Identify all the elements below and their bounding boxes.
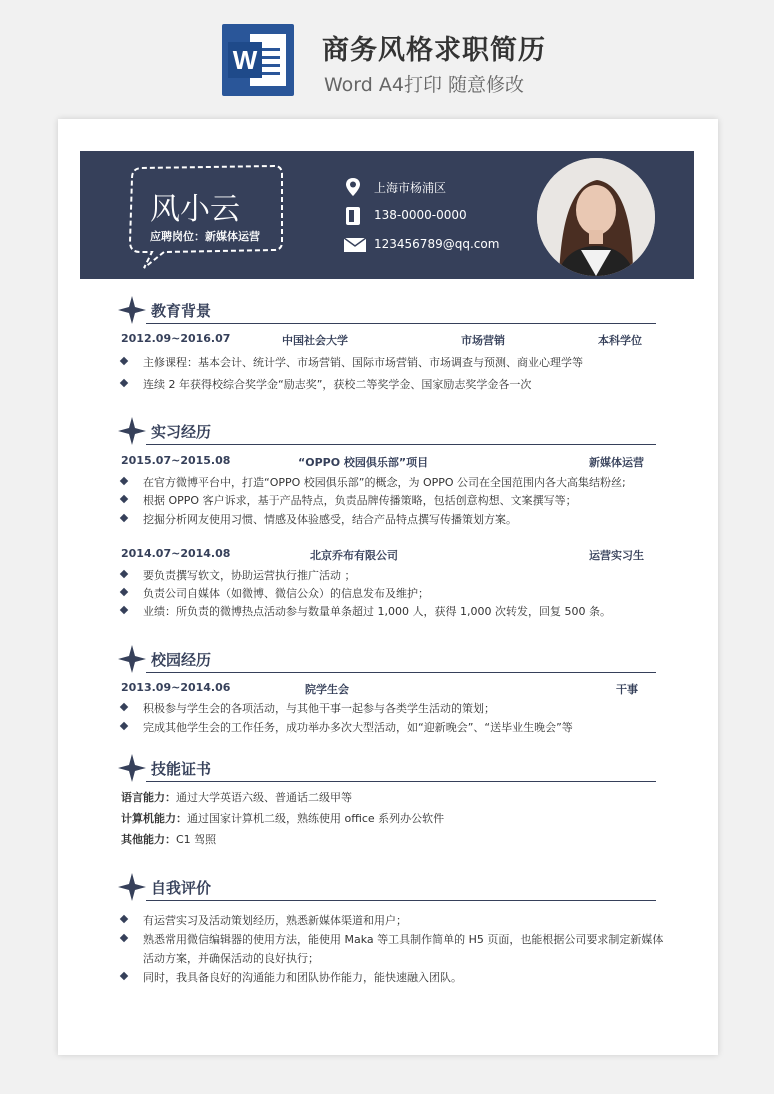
campus-org: 院学生会 (305, 683, 349, 696)
section-divider (146, 781, 656, 782)
campus-period: 2013.09~2014.06 (121, 681, 231, 694)
section-self-header (118, 873, 656, 899)
skill-line: 计算机能力：通过国家计算机二级，熟练使用 office 系列办公软件 (121, 812, 445, 825)
applied-position: 应聘岗位：新媒体运营 (150, 230, 260, 243)
section-divider (146, 323, 656, 324)
education-major: 市场营销 (461, 334, 505, 347)
section-title: 自我评价 (151, 879, 212, 897)
job-org: 北京乔布有限公司 (310, 549, 398, 562)
word-icon-letter: W (228, 42, 262, 78)
phone-icon (344, 206, 366, 226)
skill-line: 语言能力：通过大学英语六级、普通话二级甲等 (121, 791, 352, 804)
section-title: 校园经历 (151, 651, 212, 669)
banner-title: 商务风格求职简历 (322, 35, 546, 66)
list-item-continued: 活动方案，并确保活动的良好执行； (143, 952, 319, 965)
section-title: 技能证书 (151, 760, 212, 778)
address-text: 上海市杨浦区 (374, 181, 447, 195)
envelope-icon (344, 235, 366, 255)
section-title: 教育背景 (151, 302, 212, 320)
location-pin-icon (344, 177, 366, 197)
education-period: 2012.09~2016.07 (121, 332, 231, 345)
education-school: 中国社会大学 (282, 334, 348, 347)
skill-line: 其他能力：C1 驾照 (121, 833, 217, 846)
section-internship-header (118, 417, 656, 443)
promo-banner (0, 0, 774, 110)
section-divider (146, 444, 656, 445)
contact-email (344, 235, 544, 255)
section-star-icon (118, 754, 146, 782)
email-text: 123456789@qq.com (374, 237, 500, 251)
section-title: 实习经历 (151, 423, 212, 441)
section-star-icon (118, 417, 146, 445)
job-period: 2014.07~2014.08 (121, 547, 231, 560)
section-divider (146, 672, 656, 673)
section-star-icon (118, 645, 146, 673)
candidate-name: 风小云 (150, 192, 240, 227)
job-org: “OPPO 校园俱乐部”项目 (298, 456, 429, 469)
banner-subtitle: Word A4打印 随意修改 (324, 74, 525, 96)
section-divider (146, 900, 656, 901)
education-degree: 本科学位 (598, 334, 642, 347)
campus-role: 干事 (616, 683, 638, 696)
word-icon (222, 24, 294, 96)
job-role: 运营实习生 (589, 549, 644, 562)
section-star-icon (118, 296, 146, 324)
section-campus-header (118, 645, 656, 671)
section-skills-header (118, 754, 656, 780)
contact-address (344, 177, 544, 197)
section-education-header (118, 296, 656, 322)
section-star-icon (118, 873, 146, 901)
avatar (537, 158, 655, 276)
job-role: 新媒体运营 (589, 456, 644, 469)
contact-phone (344, 206, 544, 226)
job-period: 2015.07~2015.08 (121, 454, 231, 467)
phone-text: 138-0000-0000 (374, 208, 467, 222)
